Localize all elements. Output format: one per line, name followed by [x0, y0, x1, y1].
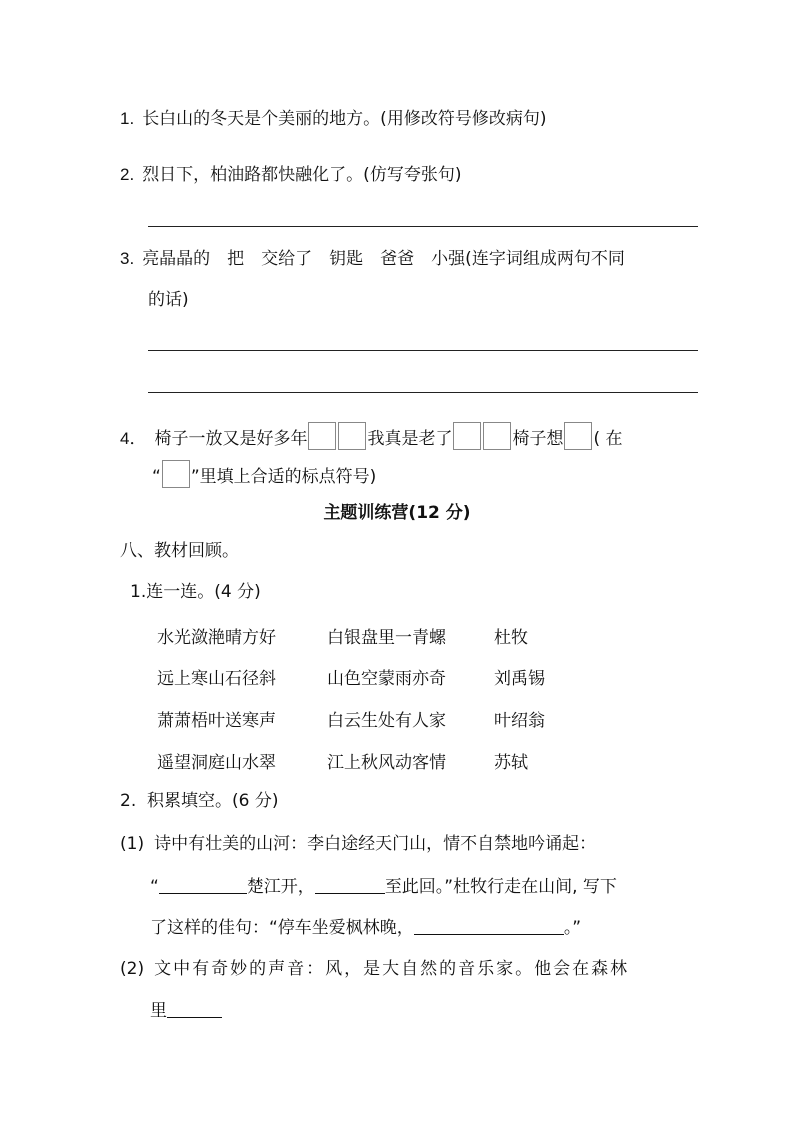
- blank[interactable]: [414, 916, 564, 935]
- blank[interactable]: [315, 875, 385, 894]
- match-col3-item[interactable]: 杜牧: [494, 628, 528, 648]
- match-col1-item[interactable]: 萧萧梧叶送寒声: [157, 711, 276, 731]
- item-text: 楚江开，: [246, 877, 315, 897]
- item-number: (1): [120, 834, 145, 854]
- match-col3-item[interactable]: 叶绍翁: [494, 711, 545, 731]
- answer-line[interactable]: [148, 226, 698, 227]
- question-text: 亮晶晶的 把 交给了 钥匙 爸爸 小强(连字词组成两句不同: [142, 249, 625, 269]
- match-col2-item[interactable]: 山色空蒙雨亦奇: [327, 669, 446, 689]
- answer-line[interactable]: [148, 350, 698, 351]
- part-8-heading: 八、教材回顾。: [120, 541, 239, 561]
- item-number: (2): [120, 959, 145, 979]
- open-quote: “: [150, 877, 159, 897]
- fill-item-1-line2: [150, 875, 617, 898]
- question-1: [120, 108, 546, 130]
- item-text: 了这样的佳句：“停车坐爱枫林晚，: [150, 918, 414, 938]
- item-text: 诗中有壮美的山河：李白途经天门山，情不自禁地吟诵起：: [154, 834, 597, 854]
- question-text: 长白山的冬天是个美丽的地方。(用修改符号修改病句): [142, 109, 547, 129]
- match-col2-item[interactable]: 江上秋风动客情: [327, 753, 446, 773]
- open-quote: “: [152, 467, 161, 487]
- match-col2-item[interactable]: 白云生处有人家: [327, 711, 446, 731]
- match-col1-item[interactable]: 遥望洞庭山水翠: [157, 753, 276, 773]
- question-4-instruction: [152, 460, 376, 488]
- section-title: 主题训练营(12 分): [323, 503, 471, 523]
- match-col1-item[interactable]: 远上寒山石径斜: [157, 669, 276, 689]
- fill-item-1: [120, 833, 596, 855]
- fill-item-1-line3: [150, 916, 581, 939]
- match-col3-item[interactable]: 苏轼: [494, 753, 528, 773]
- item-text: 文中有奇妙的声音：风，是大自然的音乐家。他会在森林: [154, 959, 630, 979]
- question-text: ( 在: [593, 429, 623, 449]
- punctuation-box[interactable]: [308, 422, 336, 450]
- question-number: 4．: [120, 429, 147, 448]
- item-text: 。”: [563, 918, 582, 938]
- match-col2-item[interactable]: 白银盘里一青螺: [327, 628, 446, 648]
- punctuation-box[interactable]: [483, 422, 511, 450]
- question-3-continued: 的话): [148, 290, 189, 310]
- answer-line[interactable]: [148, 392, 698, 393]
- question-text: 烈日下，柏油路都快融化了。(仿写夸张句): [142, 165, 462, 185]
- fill-item-2: [120, 958, 629, 980]
- blank[interactable]: [159, 875, 247, 894]
- fill-item-2-line2: [150, 999, 222, 1022]
- instruction-text: ”里填上合适的标点符号): [190, 467, 377, 487]
- question-3: [120, 248, 625, 270]
- question-text: 我真是老了: [367, 429, 453, 449]
- match-col1-item[interactable]: 水光潋滟晴方好: [157, 628, 276, 648]
- question-2: [120, 164, 461, 186]
- punctuation-box[interactable]: [564, 422, 592, 450]
- punctuation-box[interactable]: [338, 422, 366, 450]
- item-text: 里: [150, 1001, 167, 1021]
- question-number: 2.: [120, 165, 135, 184]
- blank[interactable]: [167, 999, 222, 1018]
- question-text: 椅子想: [512, 429, 564, 449]
- match-col3-item[interactable]: 刘禹锡: [494, 669, 545, 689]
- sample-box: [162, 460, 190, 488]
- item-text: 至此回。”杜牧行走在山间, 写下: [384, 877, 617, 897]
- question-number: 1.: [120, 109, 135, 128]
- question-text: 椅子一放又是好多年: [154, 429, 308, 449]
- question-4: [120, 422, 623, 450]
- fill-heading: 2. 积累填空。(6 分): [120, 791, 279, 811]
- question-number: 3.: [120, 249, 135, 268]
- match-heading: 1.连一连。(4 分): [130, 582, 261, 602]
- punctuation-box[interactable]: [453, 422, 481, 450]
